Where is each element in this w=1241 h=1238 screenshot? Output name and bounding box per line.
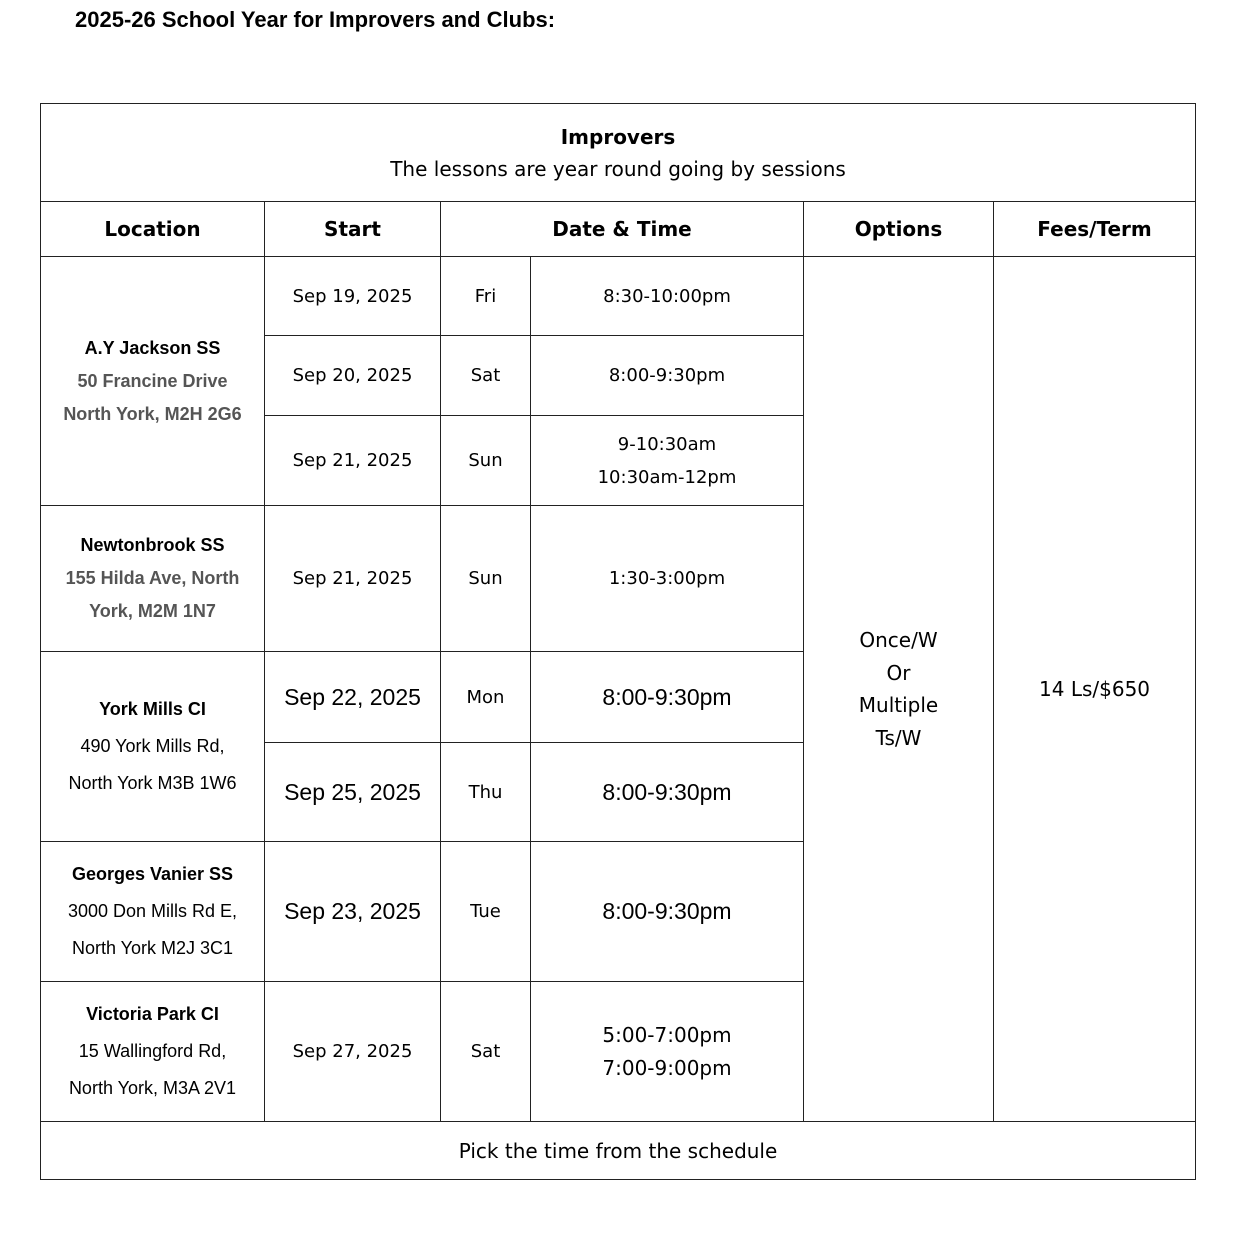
time-slot: 8:00-9:30pm <box>608 365 726 386</box>
day-cell: Thu <box>441 743 531 842</box>
day-cell: Sun <box>441 416 531 506</box>
time-slot: 5:00-7:00pm <box>602 1022 732 1047</box>
options-line: Once/W <box>859 628 938 652</box>
time-slot: 8:30-10:00pm <box>603 285 731 307</box>
start-date: Sep 21, 2025 <box>265 416 441 506</box>
options-line: Or <box>886 660 911 685</box>
location-cell <box>41 506 265 652</box>
time-slot: 8:00-9:30pm <box>602 778 732 805</box>
options-line: Multiple <box>858 693 939 717</box>
location-name: Victoria Park CI <box>86 1004 219 1024</box>
start-date: Sep 25, 2025 <box>265 743 441 842</box>
start-date: Sep 23, 2025 <box>265 842 441 982</box>
time-slot: 9-10:30am <box>617 433 717 455</box>
start-date: Sep 19, 2025 <box>265 257 441 336</box>
time-cell <box>531 506 804 652</box>
day-cell: Sat <box>441 982 531 1122</box>
location-address: 15 Wallingford Rd, <box>78 1041 227 1061</box>
time-cell <box>531 652 804 743</box>
location-address: North York M3B 1W6 <box>68 773 237 793</box>
location-name: A.Y Jackson SS <box>84 337 221 358</box>
col-header-start: Start <box>265 202 441 257</box>
day-cell: Sun <box>441 506 531 652</box>
location-address: 3000 Don Mills Rd E, <box>67 901 238 921</box>
time-slot: 1:30-3:00pm <box>608 568 726 589</box>
time-slot: 7:00-9:00pm <box>602 1055 732 1080</box>
day-cell: Mon <box>441 652 531 743</box>
day-cell: Tue <box>441 842 531 982</box>
footer-row <box>41 1122 1196 1180</box>
start-date: Sep 21, 2025 <box>265 506 441 652</box>
banner-cell <box>41 104 1196 202</box>
location-cell <box>41 982 265 1122</box>
location-cell <box>41 257 265 506</box>
time-cell <box>531 257 804 336</box>
location-address: 155 Hilda Ave, North <box>65 568 240 588</box>
time-slot: 10:30am-12pm <box>597 466 737 488</box>
location-address: 490 York Mills Rd, <box>80 736 225 756</box>
header-row <box>41 202 1196 257</box>
time-slot: 8:00-9:30pm <box>602 683 732 710</box>
table-row <box>41 257 1196 336</box>
location-cell <box>41 652 265 842</box>
time-slot: 8:00-9:30pm <box>602 898 732 924</box>
day-cell: Fri <box>441 257 531 336</box>
location-address: 50 Francine Drive <box>77 370 228 391</box>
footer-note: Pick the time from the schedule <box>41 1122 1196 1180</box>
start-date: Sep 22, 2025 <box>265 652 441 743</box>
location-cell <box>41 842 265 982</box>
location-address: North York, M2H 2G6 <box>63 403 242 424</box>
start-date: Sep 27, 2025 <box>265 982 441 1122</box>
location-address: York, M2M 1N7 <box>89 601 216 621</box>
banner-title: Improvers <box>560 124 676 149</box>
time-cell <box>531 416 804 506</box>
schedule-table <box>40 103 1196 1180</box>
col-header-location: Location <box>41 202 265 257</box>
location-address: North York M2J 3C1 <box>71 938 234 958</box>
location-name: Georges Vanier SS <box>71 864 234 884</box>
location-name: York Mills CI <box>99 699 206 719</box>
time-cell <box>531 743 804 842</box>
page-title: 2025-26 School Year for Improvers and Clubs: <box>75 7 556 32</box>
location-name: Newtonbrook SS <box>80 535 225 555</box>
time-cell <box>531 336 804 416</box>
location-address: North York, M3A 2V1 <box>68 1078 237 1098</box>
options-cell <box>804 257 994 1122</box>
col-header-fees: Fees/Term <box>994 202 1196 257</box>
fees-cell: 14 Ls/$650 <box>994 257 1196 1122</box>
options-line: Ts/W <box>875 725 922 750</box>
banner-row <box>41 104 1196 202</box>
col-header-datetime: Date & Time <box>441 202 804 257</box>
time-cell <box>531 842 804 982</box>
day-cell: Sat <box>441 336 531 416</box>
start-date: Sep 20, 2025 <box>265 336 441 416</box>
time-cell <box>531 982 804 1122</box>
banner-subtitle: The lessons are year round going by sessions <box>390 156 846 181</box>
col-header-options: Options <box>804 202 994 257</box>
